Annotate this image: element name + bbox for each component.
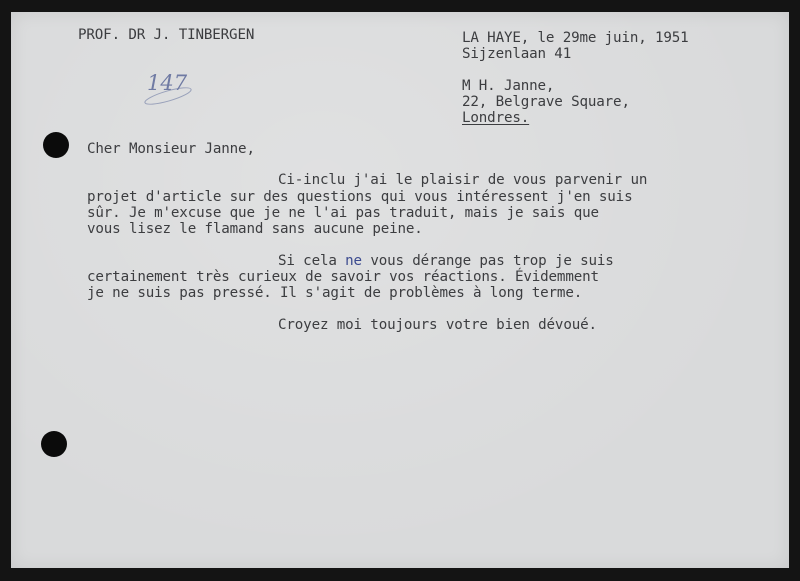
salutation: Cher Monsieur Janne, — [87, 141, 255, 157]
paragraph2-line1 — [278, 253, 614, 269]
file-number-annotation — [138, 62, 194, 112]
closing: Croyez moi toujours votre bien dévoué. — [278, 317, 597, 333]
paragraph2-line2: certainement très curieux de savoir vos réactions. Évidemment — [87, 269, 599, 285]
place-date: LA HAYE, le 29me juin, 1951 — [462, 30, 689, 46]
file-number-text: 147 — [147, 71, 188, 95]
paragraph2-line3: je ne suis pas pressé. Il s'agit de problèmes à long terme. — [87, 285, 583, 301]
sender-address: Sijzenlaan 41 — [462, 46, 572, 62]
recipient-name: M H. Janne, — [462, 78, 555, 94]
punch-hole-bottom — [41, 431, 67, 457]
paragraph2-line1-end: vous dérange pas trop je suis — [361, 253, 614, 269]
handwritten-file-number — [138, 62, 194, 116]
recipient-street: 22, Belgrave Square, — [462, 94, 630, 110]
paragraph1-line2: projet d'article sur des questions qui vous intéressent j'en suis — [87, 189, 633, 205]
overtyped-word: ne — [345, 253, 362, 269]
paragraph1-line1: Ci-inclu j'ai le plaisir de vous parvenir un — [278, 172, 648, 188]
paragraph1-line3: sûr. Je m'excuse que je ne l'ai pas traduit, mais je sais que — [87, 205, 599, 221]
sender-name: PROF. DR J. TINBERGEN — [78, 27, 255, 43]
paragraph2-line1-start: Si cela — [278, 253, 346, 269]
paragraph1-line4: vous lisez le flamand sans aucune peine. — [87, 221, 423, 237]
punch-hole-top — [43, 132, 69, 158]
recipient-city: Londres. — [462, 110, 530, 126]
